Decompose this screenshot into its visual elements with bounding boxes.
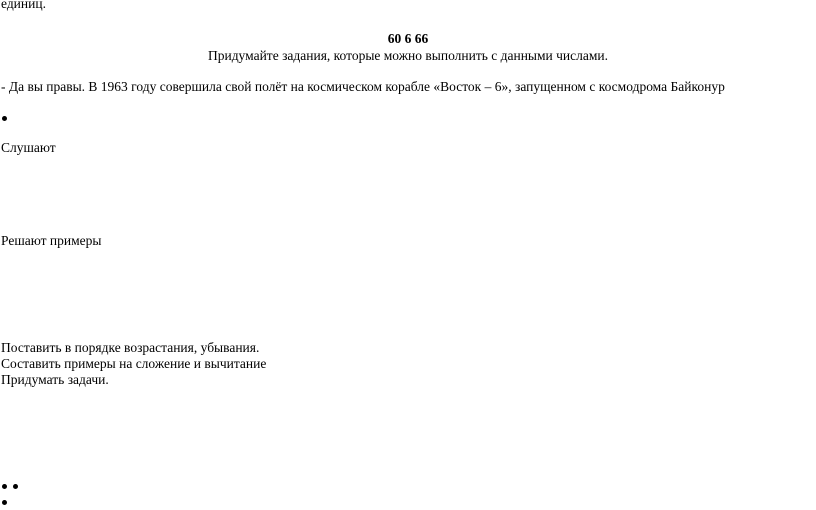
bullet-marker [2,116,7,121]
bullet-marker [2,500,7,505]
bullet-marker [13,484,18,489]
task-prompt: Придумайте задания, которые можно выполнить с данными числами. [207,48,609,63]
statement-paragraph: - Да вы правы. В 1963 году совершила свой полёт на космическом корабле «Восток – 6», запущенном с космодрома Байконур [1,79,725,94]
task-item: Придумать задачи. [1,372,109,387]
task-item: Составить примеры на сложение и вычитание [1,356,267,371]
solve-text: Решают примеры [1,233,102,248]
top-text-fragment: единиц. [1,0,46,11]
numbers-heading: 60 6 66 [387,31,429,46]
listen-text: Слушают [1,140,56,155]
task-item: Поставить в порядке возрастания, убывания. [1,340,260,355]
bullet-marker [2,484,7,489]
